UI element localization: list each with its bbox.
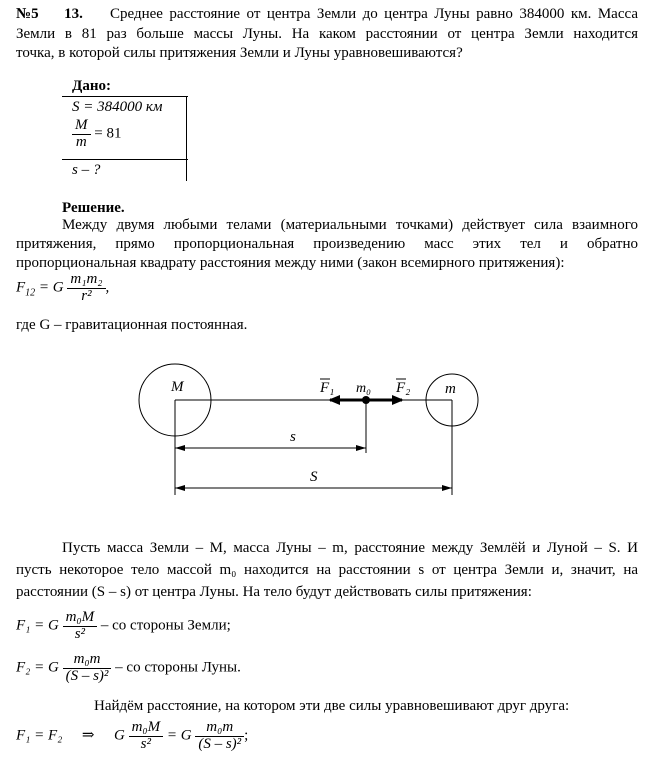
balance-fraction-2 xyxy=(195,720,244,753)
s-arrow-left xyxy=(175,445,185,451)
formula1-lhs: F xyxy=(16,279,26,296)
f2-formula xyxy=(16,652,241,685)
f2-num: m₀m xyxy=(63,652,112,669)
given-find: s – ? xyxy=(72,162,101,178)
f1-tail: – со стороны Земли; xyxy=(100,617,231,634)
force-diagram xyxy=(0,350,652,510)
problem-line-1: Среднее расстояние от центра Земли до центра Луны равно 384000 км. Масса xyxy=(110,6,638,22)
moon-label: m xyxy=(445,381,456,397)
f1-label: F₁ xyxy=(320,380,335,396)
f1-arrowhead xyxy=(328,395,340,405)
problem-number: №5 xyxy=(16,6,39,22)
body-label: m₀ xyxy=(356,381,371,396)
solution-heading: Решение. xyxy=(62,200,125,216)
balance-tail: ; xyxy=(244,727,249,744)
s-arrow-right xyxy=(356,445,366,451)
f2-den: (S – s)² xyxy=(65,667,109,684)
S-arrow-left xyxy=(175,485,185,491)
after-diagram-1: Пусть масса Земли – M, масса Луны – m, расстояние между Землёй и Луной – S. И xyxy=(62,540,638,556)
problem-line-3: точка, в которой силы притяжения Земли и Луны уравновешиваются? xyxy=(16,45,463,61)
balance-den2: (S – s)² xyxy=(198,735,242,752)
task-number: 13. xyxy=(64,6,83,22)
body-dot xyxy=(362,396,370,404)
S-label: S xyxy=(310,469,318,485)
formula1-fraction xyxy=(67,272,105,305)
after-diagram-2: пусть некоторое тело массой m₀ находится на расстоянии s от центра Земли и, значит, на xyxy=(16,562,638,578)
where-text: где G – гравитационная постоянная. xyxy=(16,317,248,333)
given-ratio-value: = 81 xyxy=(94,125,122,142)
f2-label: F₂ xyxy=(396,380,411,396)
formula1-lhs-sub: 12 xyxy=(25,287,36,299)
f1-formula xyxy=(16,610,231,643)
gravity-formula xyxy=(16,272,109,305)
S-arrow-right xyxy=(442,485,452,491)
f1-lhs: F₁ = G xyxy=(16,617,59,634)
solution-intro-2: притяжения, прямо пропорциональная произведению масс этих тел и обратно xyxy=(16,236,638,252)
balance-lhs: F₁ = F₂ xyxy=(16,727,63,744)
given-heading: Дано: xyxy=(72,78,111,94)
formula1-eq: = G xyxy=(38,279,64,296)
balance-g1: G xyxy=(113,727,125,744)
given-ratio-fraction xyxy=(72,118,91,151)
balance-eq: = G xyxy=(166,727,192,744)
balance-fraction-1 xyxy=(129,720,164,753)
f2-arrowhead xyxy=(392,395,404,405)
f2-tail: – со стороны Луны. xyxy=(115,659,241,676)
given-ratio-num: M xyxy=(72,118,91,135)
given-bottom-rule xyxy=(62,159,188,160)
formula1-den: r² xyxy=(81,287,92,304)
given-vertical-rule xyxy=(186,96,187,181)
given-ratio xyxy=(72,118,121,151)
f2-fraction xyxy=(63,652,112,685)
find-text: Найдём расстояние, на котором эти две силы уравновешивают друг друга: xyxy=(94,698,570,714)
problem-line-2: Земли в 81 раз больше массы Луны. На каком расстоянии от центра Земли находится xyxy=(16,26,638,42)
f1-den: s² xyxy=(74,625,86,642)
implies-arrow: ⇒ xyxy=(81,727,95,744)
formula1-tail: , xyxy=(105,279,110,296)
balance-num2: m₀m xyxy=(195,720,244,737)
balance-num1: m₀M xyxy=(129,720,164,737)
balance-formula xyxy=(16,720,248,753)
after-diagram-3: расстоянии (S – s) от центра Луны. На тело будут действовать силы притяжения: xyxy=(16,584,532,600)
f2-lhs: F₂ = G xyxy=(16,659,59,676)
f1-num: m₀M xyxy=(63,610,98,627)
given-s-value: S = 384000 км xyxy=(72,99,163,115)
solution-intro-3: пропорциональная квадрату расстояния между ними (закон всемирного притяжения): xyxy=(16,255,565,271)
given-top-rule xyxy=(62,96,188,97)
formula1-num: m₁m₂ xyxy=(67,272,105,289)
given-ratio-den: m xyxy=(75,133,87,150)
solution-intro-1: Между двумя любыми телами (материальными точками) действует сила взаимного xyxy=(62,217,638,233)
f1-fraction xyxy=(63,610,98,643)
balance-den1: s² xyxy=(140,735,151,752)
earth-label: M xyxy=(171,379,184,395)
given-block xyxy=(62,78,188,181)
s-label: s xyxy=(290,429,296,445)
